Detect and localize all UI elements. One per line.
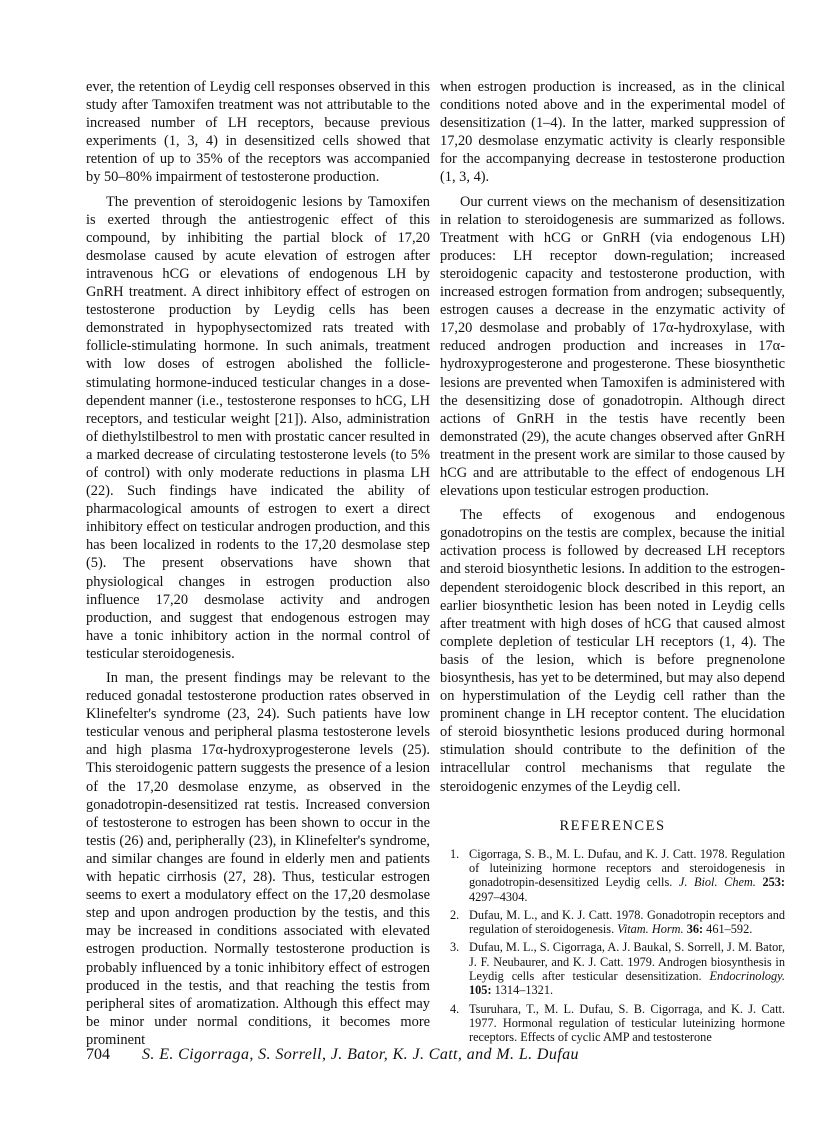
running-authors: S. E. Cigorraga, S. Sorrell, J. Bator, K. J. Catt, and M. L. Dufau (142, 1046, 579, 1063)
reference-item (440, 940, 785, 997)
body-paragraph: The prevention of steroidogenic lesions by Tamoxifen is exerted through the antiestrogenic effect of this compound, by inhibiting the partial block of 17,20 desmolase caused by acute elevation of estrogen after intravenous hCG or elevations of endogenous LH by GnRH treatment. A direct inhibitory effect of estrogen on testosterone production by Leydig cells has been demonstrated in hypophysectomized rats treated with follicle-stimulating hormone. In such animals, treatment with low doses of estrogen abolished the follicle-stimulating hormone-induced testicular changes in a dose-dependent manner (i.e., testosterone responses to hCG, LH receptors, and testicular weight [21]). Also, administration of diethylstilbestrol to men with prostatic cancer resulted in a marked decrease of circulating testosterone levels (to 5% of control) with only moderate reductions in plasma LH (22). Such findings have indicated the ability of pharmacological amounts of estrogen to exert a direct inhibitory effect on testicular androgen production, and this has been localized in rodents to the 17,20 desmolase step (5). The present observations have shown that physiological changes in estrogen production also influence 17,20 desmolase activity and androgen production, and suggest that endogenous estrogen may have a tonic inhibitory action in the normal control of testicular steroidogenesis. (86, 193, 430, 662)
reference-text: Cigorraga, S. B., M. L. Dufau, and K. J. Catt. 1978. Regulation of luteinizing hormone receptors and steroidogenesis in gonadotropin-desensitized Leydig cells. (469, 846, 785, 890)
reference-number: 1. (450, 846, 460, 861)
body-paragraph: when estrogen production is increased, as in the clinical conditions noted above and in the experimental model of desensitization (1–4). In the latter, marked suppression of 17,20 desmolase enzymatic activity is clearly responsible for the accompanying decrease in testosterone production (1, 3, 4). (440, 79, 785, 186)
references-heading: REFERENCES (559, 817, 666, 834)
reference-journal: J. Biol. Chem. (678, 875, 756, 890)
reference-text: Dufau, M. L., S. Cigorraga, A. J. Baukal, S. Sorrell, J. M. Bator, J. F. Neubaurer, and K. J. Catt. 1979. Androgen biosynthesis in Leydig cells after testicular desensitization. (469, 940, 785, 984)
reference-text: Tsuruhara, T., M. L. Dufau, S. B. Cigorraga, and K. J. Catt. 1977. Hormonal regulation of testicular luteinizing hormone receptors. Effects of cyclic AMP and testosterone (469, 1001, 785, 1045)
reference-number: 3. (450, 940, 460, 955)
reference-item (440, 1002, 785, 1045)
reference-pages: 1314–1321. (494, 983, 554, 998)
left-column (86, 78, 430, 1055)
reference-number: 2. (450, 907, 460, 922)
body-paragraph: In man, the present findings may be relevant to the reduced gonadal testosterone production rates observed in Klinefelter's syndrome (23, 24). Such patients have low testicular venous and peripheral plasma testosterone levels and high plasma 17α-hydroxyprogesterone levels (25). This steroidogenic pattern suggests the presence of a lesion of the 17,20 desmolase enzyme, as observed in the gonadotropin-desensitized rat testis. Increased conversion of testosterone to estrogen has been shown to occur in the testis (26) and, peripherally (23), in Klinefelter's syndrome, and similar changes are found in elderly men and patients with hepatic cirrhosis (27, 28). Thus, testicular estrogen seems to exert a modulatory effect on the 17,20 desmolase step and upon androgen production by the testis, and this may be increased in conditions associated with elevated estrogen production. Normally testosterone production is probably influenced by a tonic inhibitory effect of estrogen produced in the testis, and that reaching the testis from peripheral sites of aromatization. Although this effect may be minor under normal conditions, it becomes more prominent (86, 670, 430, 1048)
reference-item (440, 847, 785, 904)
reference-journal: Vitam. Horm. (617, 922, 684, 937)
page-footer (86, 1046, 786, 1064)
reference-volume: 253: (762, 875, 785, 890)
reference-text: Dufau, M. L., and K. J. Catt. 1978. Gonadotropin receptors and regulation of steroidogenesis. (469, 907, 785, 937)
reference-item (440, 908, 785, 937)
body-paragraph: Our current views on the mechanism of desensitization in relation to steroidogenesis are summarized as follows. Treatment with hCG or GnRH (via endogenous LH) produces: LH receptor down-regulation; increased steroidogenic capacity and testosterone production, with increased estrogen formation from androgen; subsequently, estrogen causes a decrease in the enzymatic activity of 17,20 desmolase and probably of 17α-hydroxylase, with reduced androgen production and increases in 17α-hydroxyprogesterone and progesterone. These biosynthetic lesions are prevented when Tamoxifen is administered with the desensitizing dose of gonadotropin. Although direct actions of GnRH in the testis have recently been demonstrated (29), the acute changes observed after GnRH treatment in the present work are similar to those caused by hCG and are attributable to the effect of endogenous LH elevations upon testicular estrogen production. (440, 193, 785, 500)
reference-list (440, 847, 785, 1045)
page-number: 704 (86, 1046, 110, 1063)
reference-pages: 4297–4304. (469, 889, 528, 904)
reference-volume: 105: (469, 983, 492, 998)
right-column (440, 78, 785, 1049)
reference-number: 4. (450, 1001, 460, 1016)
body-paragraph: ever, the retention of Leydig cell responses observed in this study after Tamoxifen treatment was not attributable to the increased number of LH receptors, because previous experiments (1, 3, 4) in desensitized cells showed that retention of up to 35% of the receptors was accompanied by 50–80% impairment of testosterone production. (86, 79, 430, 186)
reference-journal: Endocrinology. (709, 969, 786, 984)
reference-volume: 36: (686, 922, 704, 937)
body-paragraph: The effects of exogenous and endogenous gonadotropins on the testis are complex, because the initial activation process is followed by decreased LH receptors and steroid biosynthetic lesions. In addition to the estrogen-dependent steroidogenic block described in this report, an earlier biosynthetic lesion has been noted in Leydig cells after treatment with high doses of hCG that caused almost complete depletion of testicular LH receptors (1, 4). The basis of the lesion, which is before pregnenolone biosynthesis, has yet to be determined, but may also depend on hyperstimulation of the Leydig cell rather than the prominent change in LH receptor content. The elucidation of steroid biosynthetic lesions produced during hormonal stimulation should contribute to the definition of the intracellular control mechanisms that regulate the steroidogenic enzymes of the Leydig cell. (440, 507, 785, 795)
reference-pages: 461–592. (706, 922, 753, 937)
